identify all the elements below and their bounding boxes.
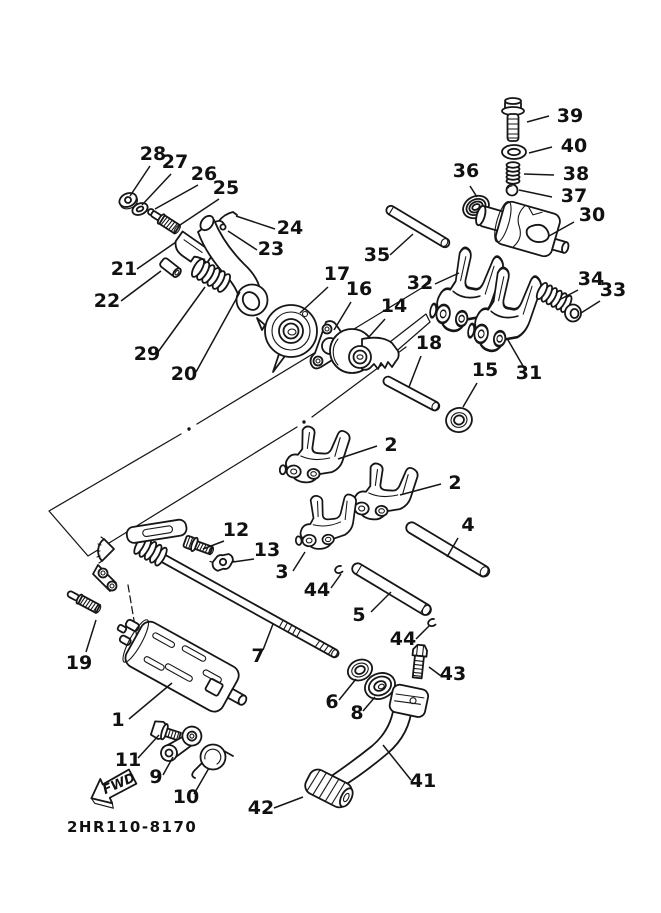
part-number-label: 27 [161,151,189,173]
part-number-label: 41 [409,770,437,792]
part-number-label: 39 [556,105,584,127]
part-callout-8 [350,697,375,724]
part-number-label: 38 [562,163,590,185]
part-2-shift-fork-a [279,425,350,486]
part-number-label: 20 [170,363,198,385]
fwd-arrow-icon [86,766,143,815]
part-number-label: 25 [212,177,240,199]
part-22-pin [159,257,182,278]
part-number-label: 12 [222,519,250,541]
part-number-label: 44 [389,628,417,650]
part-number-label: 23 [257,238,285,260]
part-number-label: 40 [560,135,588,157]
part-callout-38 [524,163,589,185]
part-callout-18 [409,332,442,387]
part-number-label: 43 [439,663,467,685]
part-callout-29 [134,287,205,365]
part-35-guide-bar [385,204,451,249]
part-40-washer [502,145,526,159]
part-44-circlip-b [428,619,435,626]
part-callout-15 [463,359,498,407]
part-number-label: 5 [352,604,366,626]
part-17-bearing-plate [257,305,317,372]
part-callout-16 [334,278,372,330]
part-15-roller [443,405,474,435]
part-callout-7 [251,624,273,667]
part-number-label: 4 [461,514,475,536]
part-number-label: 34 [577,268,605,290]
fwd-label: FWD [100,770,138,799]
part-callout-39 [527,105,583,127]
part-4-fork-guide-bar [404,520,491,578]
part-number-label: 30 [578,204,606,226]
part-10-torsion-spring [192,745,233,779]
part-39-flange-bolt [502,98,524,141]
drawing-number: 2HR110-8170 [67,818,198,836]
part-number-label: 7 [251,645,265,667]
part-number-label: 26 [190,163,218,185]
part-number-label: 37 [560,185,588,207]
part-callout-35 [364,234,413,266]
part-callout-36 [453,160,479,197]
part-number-label: 11 [114,749,142,771]
part-number-label: 31 [515,362,543,384]
part-callout-13 [233,539,280,562]
part-number-label: 3 [275,561,289,583]
part-callout-12 [203,519,249,549]
part-14-cam-segment [330,329,399,373]
part-number-label: 8 [350,702,364,724]
part-number-label: 21 [110,258,138,280]
part-number-label: 29 [133,343,161,365]
part-number-label: 1 [111,709,125,731]
part-callout-20 [171,292,240,385]
part-number-label: 22 [93,290,121,312]
part-number-label: 42 [247,797,275,819]
part-number-label: 17 [323,263,351,285]
part-callout-37 [519,185,587,207]
part-number-label: 44 [303,579,331,601]
part-number-label: 13 [253,539,281,561]
part-number-label: 14 [380,295,408,317]
part-number-label: 32 [406,272,434,294]
part-number-label: 19 [65,652,93,674]
part-number-label: 2 [448,472,462,494]
part-2-shift-fork-b [347,462,418,523]
part-number-label: 9 [149,766,163,788]
part-number-label: 6 [325,691,339,713]
part-number-label: 33 [599,279,627,301]
part-25-adjust-screw [149,208,182,235]
part-callout-31 [508,340,542,384]
part-number-label: 24 [276,217,304,239]
part-33-cap [565,305,581,322]
part-callout-10 [173,768,209,808]
part-number-label: 36 [452,160,480,182]
part-number-label: 15 [471,359,499,381]
part-1-shift-cam-drum [104,608,257,723]
part-callout-43 [429,663,466,685]
part-number-label: 28 [139,143,167,165]
part-37-ball [507,185,518,196]
part-19-screw [66,589,102,615]
part-13-stopper-plate [210,550,237,575]
part-number-label: 16 [345,278,373,300]
part-callout-17 [300,263,350,313]
part-number-label: 18 [415,332,443,354]
part-callout-41 [383,745,436,792]
part-number-label: 10 [172,786,200,808]
part-callout-44 [304,574,341,601]
part-callout-24 [236,216,303,239]
part-3-shift-fork [291,492,360,552]
part-38-spring [507,162,520,184]
part-number-label: 2 [384,434,398,456]
part-callout-42 [248,797,303,819]
part-44-circlip-a [335,566,342,573]
part-callout-5 [352,592,391,626]
part-number-label: 35 [363,244,391,266]
part-callout-40 [529,135,587,157]
part-callout-19 [66,620,96,674]
